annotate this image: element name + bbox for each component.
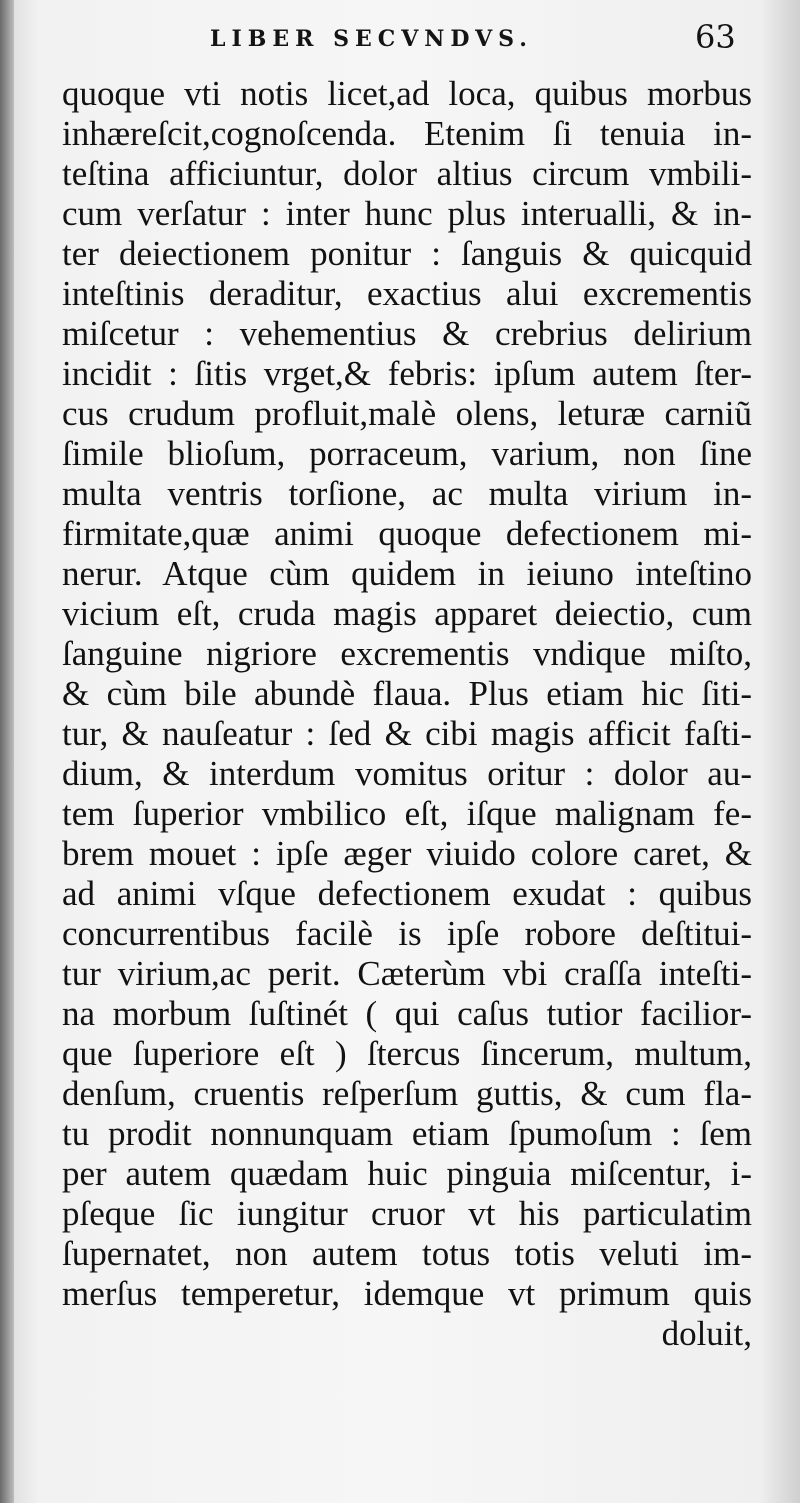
text-line: merſus temperetur, idemque vt primum quis [62,1274,752,1313]
text-line: vicium eſt, cruda magis apparet deiectio, cum [62,594,752,633]
text-line: tur, & nauſeatur : ſed & cibi magis afficit faſti- [62,714,752,753]
text-line: teſtina afficiuntur, dolor altius circum vmbili- [62,154,752,193]
text-line: inteſtinis deraditur, exactius alui excrementis [62,274,752,313]
text-line: que ſuperiore eſt ) ſtercus ſincerum, multum, [62,1034,752,1073]
text-line: cus crudum profluit,malè olens, leturæ carniũ [62,394,752,433]
text-line: per autem quædam huic pinguia miſcentur, i- [62,1154,752,1193]
text-line: miſcetur : vehementius & crebrius delirium [62,314,752,353]
text-line: dium, & interdum vomitus oritur : dolor au- [62,754,752,793]
text-line: firmitate,quæ animi quoque defectionem mi- [62,514,752,553]
text-line: tem ſuperior vmbilico eſt, iſque malignam fe- [62,794,752,833]
running-title: LIBER SECVNDVS. [210,26,533,52]
page-number: 63 [695,18,736,56]
text-line: ſupernatet, non autem totus totis veluti im- [62,1234,752,1273]
text-line: quoque vti notis licet,ad loca, quibus morbus [62,74,752,113]
text-line: & cùm bile abundè flaua. Plus etiam hic ſiti- [62,674,752,713]
text-line: nerur. Atque cùm quidem in ieiuno inteſtino [62,554,752,593]
body-text [62,74,752,1354]
text-line: brem mouet : ipſe æger viuido colore caret, & [62,834,752,873]
text-line: tur virium,ac perit. Cæterùm vbi craſſa inteſti- [62,954,752,993]
text-line: multa ventris torſione, ac multa virium in- [62,474,752,513]
text-line: ad animi vſque defectionem exudat : quibus [62,874,752,913]
page-gutter-shadow [0,0,14,1503]
text-line: na morbum ſuſtinét ( qui caſus tutior facilior- [62,994,752,1033]
page-header [0,18,800,68]
text-line: inhæreſcit,cognoſcenda. Etenim ſi tenuia in- [62,114,752,153]
text-line-final: doluit, [661,1314,752,1353]
text-line: concurrentibus facilè is ipſe robore deſtitui- [62,914,752,953]
text-line: incidit : ſitis vrget,& febris: ipſum autem ſter- [62,354,752,393]
text-line: denſum, cruentis reſperſum guttis, & cum fla- [62,1074,752,1113]
text-line: ſanguine nigriore excrementis vndique miſto, [62,634,752,673]
text-line: ter deiectionem ponitur : ſanguis & quicquid [62,234,752,273]
text-line: pſeque ſic iungitur cruor vt his particulatim [62,1194,752,1233]
text-line: ſimile blioſum, porraceum, varium, non ſine [62,434,752,473]
text-line: tu prodit nonnunquam etiam ſpumoſum : ſem [62,1114,752,1153]
text-line: cum verſatur : inter hunc plus interualli, & in- [62,194,752,233]
